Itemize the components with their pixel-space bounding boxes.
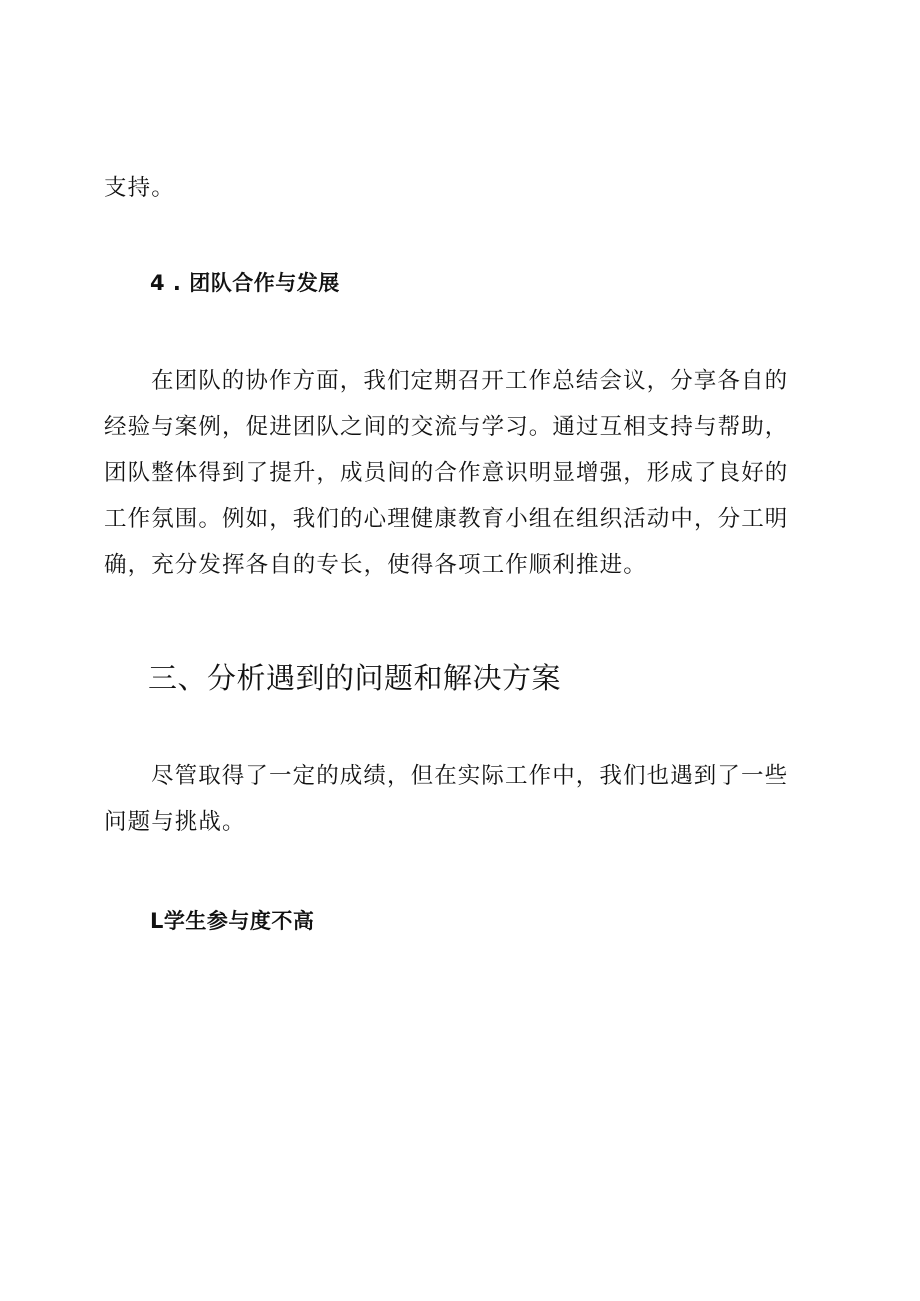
problems-intro-paragraph: 尽管取得了一定的成绩，但在实际工作中，我们也遇到了一些问题与挑战。 [104,763,789,835]
teamwork-paragraph: 在团队的协作方面，我们定期召开工作总结会议，分享各自的经验与案例，促进团队之间的交流与学习。通过互相支持与帮助，团队整体得到了提升，成员间的合作意识明显增强，形成了良好的工作氛围。例如，我们的心理健康教育小组在组织活动中，分工明确，充分发挥各自的专长，使得各项工作顺利推进。 [104,368,789,578]
student-participation-heading: L学生参与度不高 [150,909,315,933]
teamwork-heading: 4 . 团队合作与发展 [150,271,340,295]
continuation-paragraph: 支持。 [104,175,175,201]
section-three-title: 三、分析遇到的问题和解决方案 [148,661,562,695]
